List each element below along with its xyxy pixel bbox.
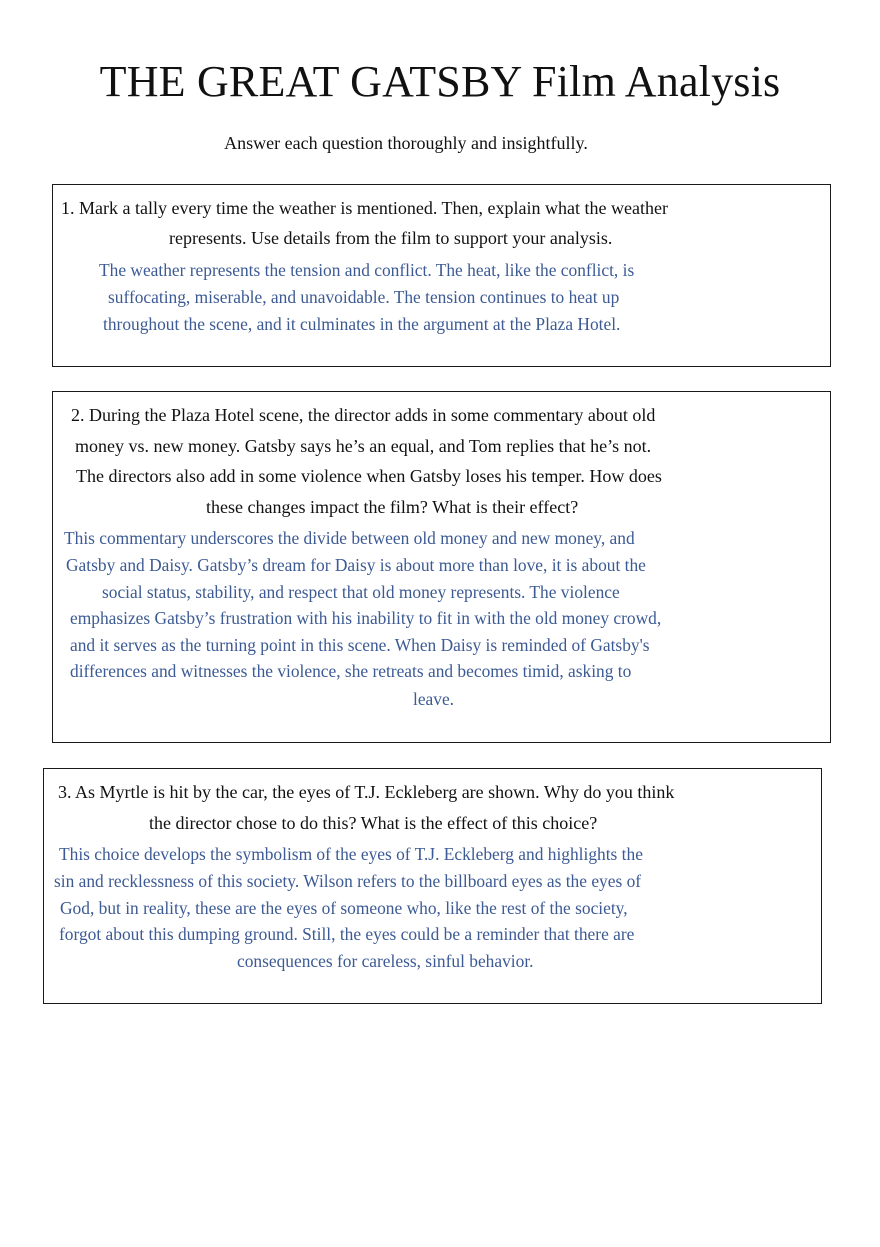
answer-2-line-6: differences and witnesses the violence, she retreats and becomes timid, asking to xyxy=(70,661,632,681)
page-subtitle: Answer each question thoroughly and insightfully. xyxy=(224,133,588,153)
question-box-3 xyxy=(43,768,822,1004)
answer-2-line-4: emphasizes Gatsby’s frustration with his inability to fit in with the old money crowd, xyxy=(70,608,662,628)
answer-2-line-2: Gatsby and Daisy. Gatsby’s dream for Daisy is about more than love, it is about the xyxy=(66,555,646,575)
answer-3-line-5: consequences for careless, sinful behavior. xyxy=(237,951,534,971)
question-box-1 xyxy=(52,184,831,367)
question-1-line-2: represents. Use details from the film to support your analysis. xyxy=(169,228,613,248)
question-3-line-2: the director chose to do this? What is the effect of this choice? xyxy=(149,813,598,833)
answer-2-line-5: and it serves as the turning point in this scene. When Daisy is reminded of Gatsby's xyxy=(70,635,650,655)
page-title: THE GREAT GATSBY Film Analysis xyxy=(99,57,781,106)
answer-2-line-3: social status, stability, and respect that old money represents. The violence xyxy=(102,582,620,602)
question-2-line-3: The directors also add in some violence when Gatsby loses his temper. How does xyxy=(76,466,662,486)
answer-2-line-1: This commentary underscores the divide between old money and new money, and xyxy=(64,528,635,548)
question-1-line-1: 1. Mark a tally every time the weather is mentioned. Then, explain what the weather xyxy=(61,198,668,218)
question-3-line-1: 3. As Myrtle is hit by the car, the eyes of T.J. Eckleberg are shown. Why do you think xyxy=(58,782,675,802)
answer-3-line-1: This choice develops the symbolism of the eyes of T.J. Eckleberg and highlights the xyxy=(59,844,643,864)
question-2-line-2: money vs. new money. Gatsby says he’s an equal, and Tom replies that he’s not. xyxy=(75,436,652,456)
answer-3-line-2: sin and recklessness of this society. Wilson refers to the billboard eyes as the eyes of xyxy=(54,871,642,891)
question-box-2 xyxy=(52,391,831,743)
answer-3-line-3: God, but in reality, these are the eyes of someone who, like the rest of the society, xyxy=(60,898,628,918)
answer-1-line-3: throughout the scene, and it culminates in the argument at the Plaza Hotel. xyxy=(103,314,621,334)
answer-1-line-1: The weather represents the tension and conflict. The heat, like the conflict, is xyxy=(99,260,635,280)
answer-3-line-4: forgot about this dumping ground. Still, the eyes could be a reminder that there are xyxy=(59,924,635,944)
question-2-line-1: 2. During the Plaza Hotel scene, the director adds in some commentary about old xyxy=(71,405,656,425)
question-2-line-4: these changes impact the film? What is their effect? xyxy=(206,497,579,517)
answer-2-line-7: leave. xyxy=(413,689,455,709)
answer-1-line-2: suffocating, miserable, and unavoidable. The tension continues to heat up xyxy=(108,287,620,307)
